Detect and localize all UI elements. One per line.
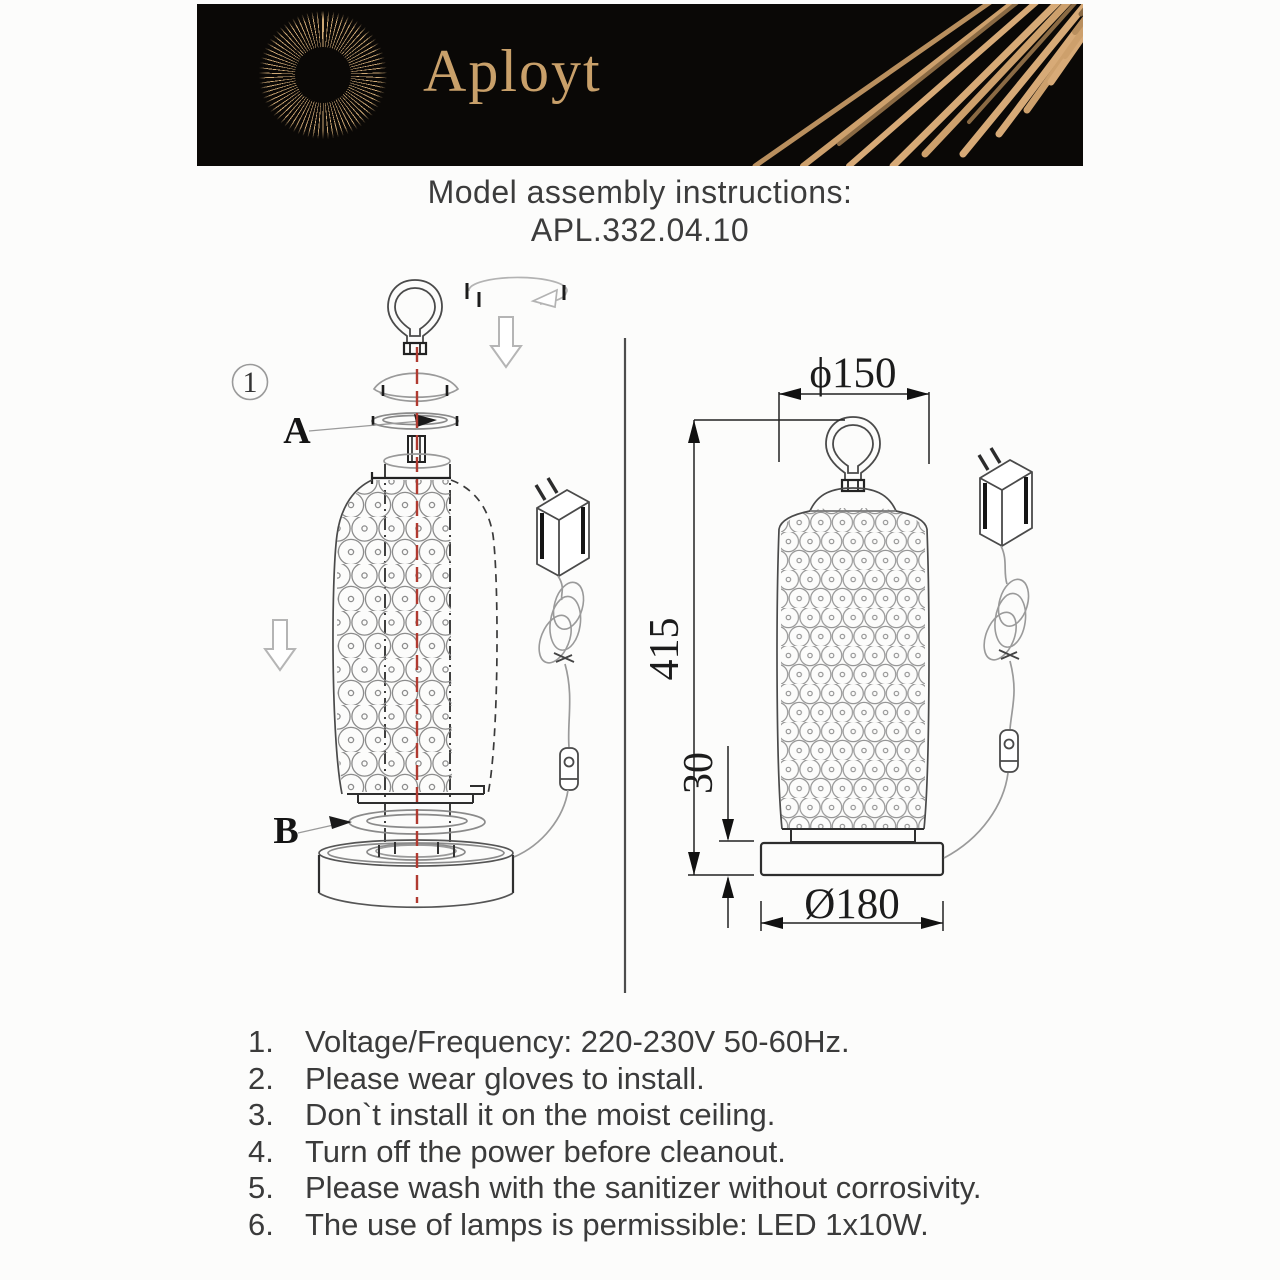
rotate-arrow-icon <box>467 277 567 307</box>
inline-switch-drawing <box>1000 730 1018 772</box>
cord <box>565 664 570 747</box>
dimension-total-height-value: 415 <box>642 617 688 681</box>
model-code: APL.332.04.10 <box>530 212 750 248</box>
coiled-cord-drawing <box>533 579 589 668</box>
page-title: Model assembly instructions: <box>427 174 853 210</box>
bead-texture <box>337 480 452 792</box>
brand-name: Aployt <box>423 38 602 104</box>
assemble-down-arrow-icon <box>265 620 295 670</box>
power-adapter-drawing <box>979 448 1032 546</box>
instruction-item <box>248 1134 982 1171</box>
shade-drawing <box>333 472 497 803</box>
instruction-text: Please wash with the sanitizer without corrosivity. <box>305 1170 982 1205</box>
loop-handle-drawing <box>826 417 880 491</box>
dimension-base-height-value: 30 <box>676 752 722 794</box>
instruction-text: Turn off the power before cleanout. <box>305 1133 786 1169</box>
instruction-text: Voltage/Frequency: 220-230V 50-60Hz. <box>305 1024 850 1059</box>
dimension-shade-diameter-value: ϕ150 <box>809 350 897 397</box>
dimension-base-diameter <box>761 881 943 931</box>
exploded-view-diagram <box>233 277 590 907</box>
instruction-item <box>248 1170 982 1207</box>
cord <box>1010 661 1014 729</box>
instruction-text: Don`t install it on the moist ceiling. <box>305 1097 776 1132</box>
dimension-base-diameter-value: Ø180 <box>804 881 900 928</box>
dimension-shade-diameter <box>779 350 929 464</box>
instruction-number: 2. <box>248 1060 274 1096</box>
instruction-text: The use of lamps is permissible: LED 1x10W. <box>305 1206 929 1242</box>
part-label-a: A <box>283 410 311 452</box>
part-label-b: B <box>273 810 299 852</box>
cord <box>944 773 1008 858</box>
step-number-badge <box>233 365 268 400</box>
step-number: 1 <box>242 366 258 399</box>
inline-switch-drawing <box>560 748 578 790</box>
cord <box>514 790 568 857</box>
lamp-body-drawing <box>761 488 943 875</box>
instruction-item <box>248 1024 982 1061</box>
dimension-base-height <box>676 746 754 928</box>
instruction-number: 6. <box>248 1206 274 1242</box>
coiled-cord-drawing <box>978 576 1034 665</box>
bead-texture <box>781 508 925 828</box>
instruction-text: Please wear gloves to install. <box>305 1060 705 1096</box>
power-adapter-drawing <box>536 478 589 576</box>
instruction-item <box>248 1207 982 1244</box>
dimensioned-view-diagram <box>642 350 1034 931</box>
loop-handle-drawing <box>388 280 442 354</box>
instruction-number: 5. <box>248 1170 274 1205</box>
assemble-down-arrow-icon <box>491 317 521 367</box>
cord <box>1001 546 1007 584</box>
instruction-number: 1. <box>248 1024 274 1059</box>
instruction-number: 4. <box>248 1133 274 1169</box>
instruction-item <box>248 1097 982 1134</box>
instruction-item <box>248 1061 982 1098</box>
instruction-list <box>248 1024 982 1243</box>
instruction-number: 3. <box>248 1097 274 1132</box>
